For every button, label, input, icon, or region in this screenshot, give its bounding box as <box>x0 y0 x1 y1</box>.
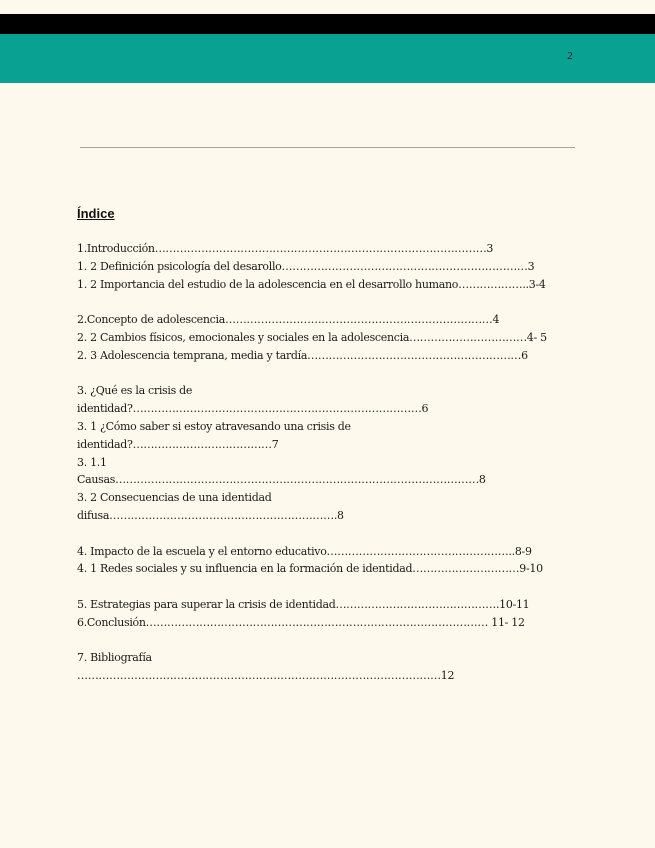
toc-entry: identidad?………………………………………………………………………6 <box>77 402 429 416</box>
top-black-bar <box>0 14 655 34</box>
toc-spacer <box>77 578 582 596</box>
page-number: 2 <box>567 50 573 62</box>
toc-entry: 1. 2 Definición psicología del desarollo……………………………………………………………3 <box>77 259 535 273</box>
toc-entry: 7. Bibliografía <box>77 651 152 665</box>
toc-entry: 3. 2 Consecuencias de una identidad <box>77 491 272 505</box>
toc-entry: 3. 1 ¿Cómo saber si estoy atravesando una crisis de <box>77 419 351 433</box>
toc-entry: 2. 2 Cambios físicos, emocionales y sociales en la adolescencia……………………………4- 5 <box>77 330 547 344</box>
toc-entry: 3. 1.1 <box>77 455 107 469</box>
toc-entry: 2. 3 Adolescencia temprana, media y tardía……………………………………………………6 <box>77 348 528 362</box>
toc-entry: 2.Concepto de adolescencia…………………………………………………………………4 <box>77 313 500 327</box>
toc-spacer <box>77 632 582 650</box>
toc-entry: 5. Estrategias para superar la crisis de identidad……………………………………….10-11 <box>77 597 530 611</box>
toc-entry: Causas…………………………………………………………………………………………8 <box>77 473 486 487</box>
toc-spacer <box>77 293 582 311</box>
toc-spacer <box>77 365 582 383</box>
toc-spacer <box>77 525 582 543</box>
table-of-contents <box>77 240 582 685</box>
header-band <box>0 34 655 83</box>
toc-entry: 1. 2 Importancia del estudio de la adolescencia en el desarrollo humano………………..3-4 <box>77 277 546 291</box>
horizontal-rule <box>80 147 575 148</box>
toc-entry: 4. Impacto de la escuela y el entorno educativo……………………………………………..8-9 <box>77 544 532 558</box>
toc-entry: difusa……………………………………………………….8 <box>77 508 344 522</box>
toc-entry: 6.Conclusión…………………………………………………………………………………… 11- 12 <box>77 615 525 629</box>
toc-entry: identidad?…………………………………7 <box>77 437 279 451</box>
toc-entry: …………………………………………………………………………………………12 <box>77 669 455 683</box>
toc-entry: 4. 1 Redes sociales y su influencia en la formación de identidad…………………………9-10 <box>77 562 543 576</box>
toc-entry: 1.Introducción…………………………………………………………………………………3 <box>77 242 494 255</box>
toc-entry: 3. ¿Qué es la crisis de <box>77 384 193 398</box>
index-title: Índice <box>77 206 115 221</box>
